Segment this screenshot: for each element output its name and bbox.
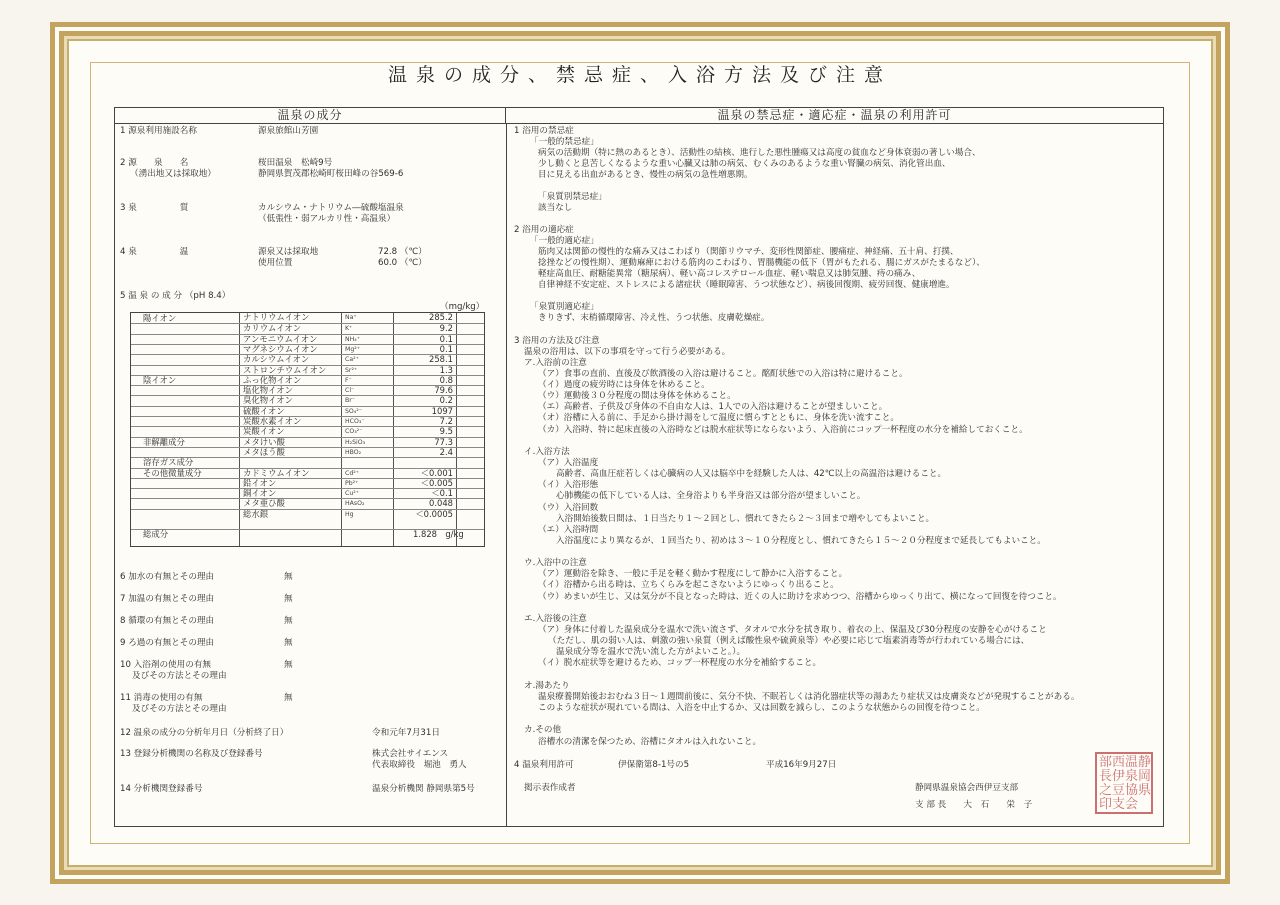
nonion-group-label: 非解離成分: [143, 436, 185, 447]
item10-value: 無: [284, 660, 293, 670]
permit-number: 伊保衛第8-1号の5: [618, 760, 690, 770]
item3-label: 3 泉 質: [120, 203, 189, 213]
gas-group-label: 溶存ガス成分: [143, 457, 194, 468]
ion-name: 総水銀: [243, 508, 269, 519]
association-name: 静岡県温泉協会西伊豆支部: [915, 783, 1019, 793]
author-label: 掲示表作成者: [524, 783, 576, 793]
ion-symbol: HBO₂: [345, 448, 362, 456]
ion-name: カドミウムイオン: [243, 467, 310, 478]
item11-sub: 及びその方法とその理由: [132, 704, 227, 714]
item4-v1-label: 源泉又は採取地: [258, 247, 319, 257]
table-row: [131, 354, 484, 364]
item13-value1: 株式会社サイエンス: [372, 749, 449, 759]
ion-symbol: Br⁻: [345, 397, 356, 405]
permit-date: 平成16年9月27日: [766, 760, 837, 770]
ion-value: 77.3: [434, 436, 453, 447]
right-text-line: 入浴温度により異なるが、１回当たり、初めは３～１０分程度とし、慣れてきたら１５～２０分程度まで延長してもよいこと。: [556, 536, 1046, 546]
permit-label: 4 温泉利用許可: [514, 760, 574, 770]
item12-value: 令和元年7月31日: [372, 728, 440, 738]
right-text-line: （ア）運動浴を除き、一般に手足を軽く動かす程度にして静かに入浴すること。: [538, 569, 848, 579]
right-text-line: 心肺機能の低下している人は、全身浴よりも半身浴又は部分浴が望ましいこと。: [556, 491, 866, 501]
table-row: [131, 498, 484, 508]
ion-symbol: K⁺: [345, 325, 353, 333]
ion-symbol: Cu²⁺: [345, 490, 359, 498]
right-text-line: 浴槽水の清潔を保つため、浴槽にタオルは入れないこと。: [538, 737, 762, 747]
right-text-line: 少し動くと息苦しくなるような重い心臓又は肺の病気、むくみのあるような重い腎臓の病気、消化管出血、: [538, 159, 951, 169]
right-text-line: （カ）入浴時、特に起床直後の入浴時などは脱水症状等にならないよう、入浴前にコップ一杯程度の水分を補給しておくこと。: [538, 425, 1028, 435]
unit-label: （mg/kg）: [440, 302, 485, 312]
ion-symbol: F⁻: [345, 376, 352, 384]
item7-label: 7 加温の有無とその理由: [120, 594, 215, 604]
anion-group-label: 陰イオン: [143, 374, 177, 385]
ion-name: ふっ化物イオン: [243, 374, 302, 385]
table-row: [131, 395, 484, 405]
right-text-line: 該当なし: [538, 203, 573, 213]
item14-label: 14 分析機関登録番号: [120, 784, 203, 794]
right-column-header: 温泉の禁忌症・適応症・温泉の利用許可: [506, 108, 1163, 124]
ion-symbol: HCO₃⁻: [345, 418, 365, 425]
table-row: [131, 478, 484, 488]
total-label: 総成分: [143, 529, 169, 540]
right-text-line: （エ）入浴時間: [538, 525, 599, 535]
right-text-line: （ウ）入浴回数: [538, 503, 599, 513]
right-text-line: （ただし、肌の弱い人は、刺激の強い泉質（例えば酸性泉や硫黄泉等）や必要に応じて塩素消毒等が行われている場合には、: [548, 636, 1030, 646]
ion-value: ＜0.001: [420, 467, 453, 478]
ion-value: 1.3: [439, 364, 453, 375]
ion-name: 硫酸イオン: [243, 405, 285, 416]
ion-value: 79.6: [434, 385, 453, 396]
item2-sub: （湧出地又は採取地）: [130, 169, 216, 179]
ion-value: 1097: [431, 405, 453, 416]
item8-label: 8 循環の有無とその理由: [120, 616, 215, 626]
ion-value: ＜0.1: [431, 488, 453, 499]
item2-label: 2 源 泉 名: [120, 158, 189, 168]
table-row: [131, 334, 484, 344]
right-text-line: オ.湯あたり: [524, 681, 570, 691]
right-text-line: 2 浴用の適応症: [514, 225, 574, 235]
ion-symbol: Mg²⁺: [345, 345, 361, 353]
ion-symbol: HAsO₂: [345, 500, 365, 508]
right-text-line: 軽症高血圧、耐糖能異常（糖尿病）、軽い高コレステロール血症、軽い喘息又は肺気腫、痔の痛み、: [538, 269, 921, 279]
table-row: [131, 406, 484, 416]
ion-value: 7.2: [439, 416, 453, 426]
right-text-line: 「泉質別適応症」: [530, 302, 599, 312]
item6-value: 無: [284, 572, 293, 582]
item4-label: 4 泉 温: [120, 247, 189, 257]
table-row: [131, 447, 484, 457]
right-text-line: ア.入浴前の注意: [524, 358, 587, 368]
ion-value: 0.2: [439, 395, 453, 406]
right-text-line: （ウ）めまいが生じ、又は気分が不良となった時は、近くの人に助けを求めつつ、浴槽からゆっくり出て、横になって回復を待つこと。: [538, 592, 1062, 602]
ion-name: ストロンチウムイオン: [243, 364, 327, 375]
right-text-line: 入浴開始後数日間は、１日当たり１～２回とし、慣れてきたら２～３回まで増やしてもよいこと。: [556, 514, 935, 524]
ion-symbol: Cd²⁺: [345, 469, 359, 477]
ion-value: 0.1: [439, 333, 453, 344]
right-text-line: 「泉質別禁忌症」: [538, 192, 607, 202]
seal-char: 長: [1099, 769, 1113, 784]
item5-label: 5 温 泉 の 成 分 （pH 8.4）: [120, 291, 231, 301]
table-row: [131, 488, 484, 498]
right-text-line: 自律神経不安定症、ストレスによる諸症状（睡眠障害、うつ状態など）、病後回復期、疲労回復、健康増進。: [538, 280, 955, 290]
right-text-line: （エ）高齢者、子供及び身体の不自由な人は、1人での入浴は避けることが望ましいこと。: [538, 402, 888, 412]
ion-value: 285.2: [429, 312, 453, 322]
item11-value: 無: [284, 693, 293, 703]
ion-value: ＜0.0005: [415, 508, 453, 519]
official-seal: [1095, 752, 1153, 814]
right-text-line: 筋肉又は関節の慢性的な痛み又はこわばり（関節リウマチ、変形性関節症、腰痛症、神経痛、五十肩、打撲、: [538, 247, 959, 257]
right-text-line: 「一般的禁忌症」: [530, 137, 599, 147]
seal-char: 之: [1099, 783, 1113, 798]
table-row: [131, 365, 484, 375]
right-text-line: （ア）身体に付着した温泉成分を温水で洗い流さず、タオルで水分を拭き取り、着衣の上、保温及び30分程度の安静を心がけること: [538, 625, 1047, 635]
table-row: [131, 385, 484, 395]
right-text-line: （イ）入浴形態: [538, 480, 599, 490]
composition-table: [130, 312, 485, 547]
seal-char: 部: [1099, 755, 1113, 770]
ion-symbol: CO₃²⁻: [345, 428, 363, 436]
cation-group-label: 陽イオン: [143, 313, 177, 323]
ion-name: メタけい酸: [243, 436, 285, 447]
ion-value: 9.5: [439, 426, 453, 437]
right-text-line: （ア）食事の直前、直後及び飲酒後の入浴は避けること。酩酊状態での入浴は特に避けること。: [538, 369, 908, 379]
ion-name: 炭酸イオン: [243, 426, 285, 437]
seal-col-3: [1112, 756, 1125, 810]
item11-label: 11 消毒の使用の有無: [120, 693, 203, 703]
seal-char: 協: [1125, 783, 1139, 798]
right-text-line: 3 浴用の方法及び注意: [514, 336, 600, 346]
ion-value: 258.1: [429, 354, 453, 365]
right-text-line: このような症状が現れている間は、入浴を中止するか、又は回数を減らし、このような状態からの回復を待つこと。: [538, 703, 985, 713]
ion-name: メタほう酸: [243, 446, 285, 457]
ion-symbol: Na⁺: [345, 314, 357, 321]
ion-name: アンモニウムイオン: [243, 333, 318, 344]
ion-symbol: Hg: [345, 510, 354, 518]
right-text-line: （ア）入浴温度: [538, 458, 599, 468]
item6-label: 6 加水の有無とその理由: [120, 572, 215, 582]
seal-char: 印: [1099, 797, 1113, 812]
item14-value: 温泉分析機関 静岡県第5号: [372, 784, 475, 794]
item8-value: 無: [284, 616, 293, 626]
document-title: 温泉の成分、禁忌症、入浴方法及び注意: [387, 64, 892, 86]
seal-char: 会: [1125, 797, 1139, 812]
ion-symbol: Pb²⁺: [345, 479, 359, 487]
item13-label: 13 登録分析機関の名称及び登録番号: [120, 749, 263, 759]
item3-value1: カルシウム・ナトリウム―硫酸塩温泉: [258, 203, 404, 213]
seal-char: 静: [1138, 755, 1152, 770]
item12-label: 12 温泉の成分の分析年月日（分析終了日）: [120, 728, 289, 738]
right-text-line: 「一般的適応症」: [530, 236, 599, 246]
seal-char: 岡: [1138, 769, 1152, 784]
right-text-line: エ.入浴後の注意: [524, 614, 587, 624]
table-row: [131, 313, 484, 323]
ion-name: 臭化物イオン: [243, 395, 293, 406]
table-row: [131, 509, 484, 519]
item2-value1: 桜田温泉 松崎9号: [258, 158, 333, 168]
item9-label: 9 ろ過の有無とその理由: [120, 638, 215, 648]
ion-value: ＜0.005: [420, 477, 453, 488]
ion-name: 塩化物イオン: [243, 385, 293, 396]
right-text-line: 温泉療養開始後おおむね３日～１週間前後に、気分不快、不眠若しくは消化器症状等の湯あたり症状又は皮膚炎などが発現することがある。: [538, 692, 1080, 702]
seal-col-1: [1138, 756, 1151, 810]
right-text-line: 1 浴用の禁忌症: [514, 126, 574, 136]
ion-symbol: NH₄⁺: [345, 335, 361, 343]
right-text-line: 病気の活動期（特に熱のあるとき）、活動性の結核、進行した悪性腫瘍又は高度の貧血など身体衰弱の著しい場合、: [538, 148, 981, 158]
column-divider: [506, 124, 507, 826]
item3-value2: （低張性・弱アルカリ性・高温泉）: [258, 214, 396, 224]
ion-value: 2.4: [439, 446, 453, 457]
ion-symbol: Sr²⁺: [345, 366, 358, 374]
right-text-line: 高齢者、高血圧症若しくは心臓病の人又は脳卒中を経験した人は、42℃以上の高温浴は避けること。: [556, 469, 947, 479]
ion-name: カリウムイオン: [243, 323, 302, 334]
right-text-line: 温泉の浴用は、以下の事項を守って行う必要がある。: [524, 347, 731, 357]
ion-name: 炭酸水素イオン: [243, 416, 302, 426]
item9-value: 無: [284, 638, 293, 648]
right-text-line: （イ）脱水症状等を避けるため、コップ一杯程度の水分を補給すること。: [538, 658, 822, 668]
seal-char: 県: [1138, 783, 1152, 798]
ion-symbol: H₂SiO₃: [345, 438, 366, 446]
signer-name: 支 部 長 大 石 栄 子: [915, 800, 1033, 810]
ion-value: 0.1: [439, 343, 453, 354]
right-text-line: イ.入浴方法: [524, 447, 570, 457]
seal-char: 温: [1125, 755, 1139, 770]
ion-value: 9.2: [439, 323, 453, 334]
seal-char: 泉: [1125, 769, 1139, 784]
seal-col-4: [1099, 756, 1112, 810]
left-column-header: 温泉の成分: [115, 108, 506, 124]
table-row: [131, 426, 484, 436]
ion-symbol: Ca²⁺: [345, 356, 359, 364]
item4-v2: 60.0 （℃）: [378, 258, 427, 268]
item4-v2-label: 使用位置: [258, 258, 293, 268]
ion-symbol: Cl⁻: [345, 387, 355, 395]
ion-value: 0.048: [429, 498, 453, 509]
item10-label: 10 入浴剤の使用の有無: [120, 660, 212, 670]
table-row: [131, 416, 484, 426]
total-value: 1.828 g/kg: [413, 529, 464, 540]
right-text-line: きりきず、末梢循環障害、冷え性、うつ状態、皮膚乾燥症。: [538, 313, 770, 323]
item1-label: 1 源泉利用施設名称: [120, 126, 197, 136]
right-text-line: （イ）浴槽から出る時は、立ちくらみを起こさないようにゆっくり出ること。: [538, 580, 839, 590]
right-text-line: （ウ）運動後３０分程度の間は身体を休めること。: [538, 391, 736, 401]
trace-group-label: その他微量成分: [143, 467, 202, 478]
right-text-line: 捻挫などの慢性期）、運動麻痺における筋肉のこわばり、胃腸機能の低下（胃がもたれる、腸にガスがたまるなど）、: [538, 258, 985, 268]
right-text-line: カ.その他: [524, 725, 562, 735]
right-text-line: （オ）浴槽に入る前に、手足から掛け湯をして温度に慣らすとともに、身体を洗い流すこと。: [538, 413, 899, 423]
table-row: [131, 323, 484, 333]
ion-name: メタ亜ひ酸: [243, 498, 285, 509]
seal-char: 西: [1112, 755, 1126, 770]
table-row: [131, 375, 484, 385]
right-text-line: ウ.入浴中の注意: [524, 558, 587, 568]
right-text-line: （イ）過度の疲労時には身体を休めること。: [538, 380, 710, 390]
seal-char: 伊: [1112, 769, 1126, 784]
ion-name: 銅イオン: [243, 488, 277, 499]
seal-col-2: [1125, 756, 1138, 810]
table-row: [131, 344, 484, 354]
item7-value: 無: [284, 594, 293, 604]
item10-sub: 及びその方法とその理由: [132, 671, 227, 681]
seal-char: 支: [1112, 797, 1126, 812]
ion-name: マグネシウムイオン: [243, 343, 318, 354]
seal-char: 豆: [1112, 783, 1126, 798]
ion-symbol: SO₄²⁻: [345, 407, 363, 415]
ion-name: ナトリウムイオン: [243, 312, 310, 322]
item4-v1: 72.8 （℃）: [378, 247, 427, 257]
right-text-line: 目に見える出血があるとき、慢性の病気の急性増悪期。: [538, 170, 753, 180]
item2-value2: 静岡県賀茂郡松崎町桜田峰の谷569-6: [258, 169, 404, 179]
right-text-line: 温泉成分等を温水で洗い流した方がよいこと。）。: [556, 647, 746, 657]
ion-name: 鉛イオン: [243, 477, 277, 488]
ion-value: 0.8: [439, 374, 453, 385]
item1-value: 源泉旅館山芳園: [258, 126, 319, 136]
item13-value2: 代表取締役 堀池 勇人: [372, 760, 467, 770]
ion-name: カルシウムイオン: [243, 354, 310, 365]
